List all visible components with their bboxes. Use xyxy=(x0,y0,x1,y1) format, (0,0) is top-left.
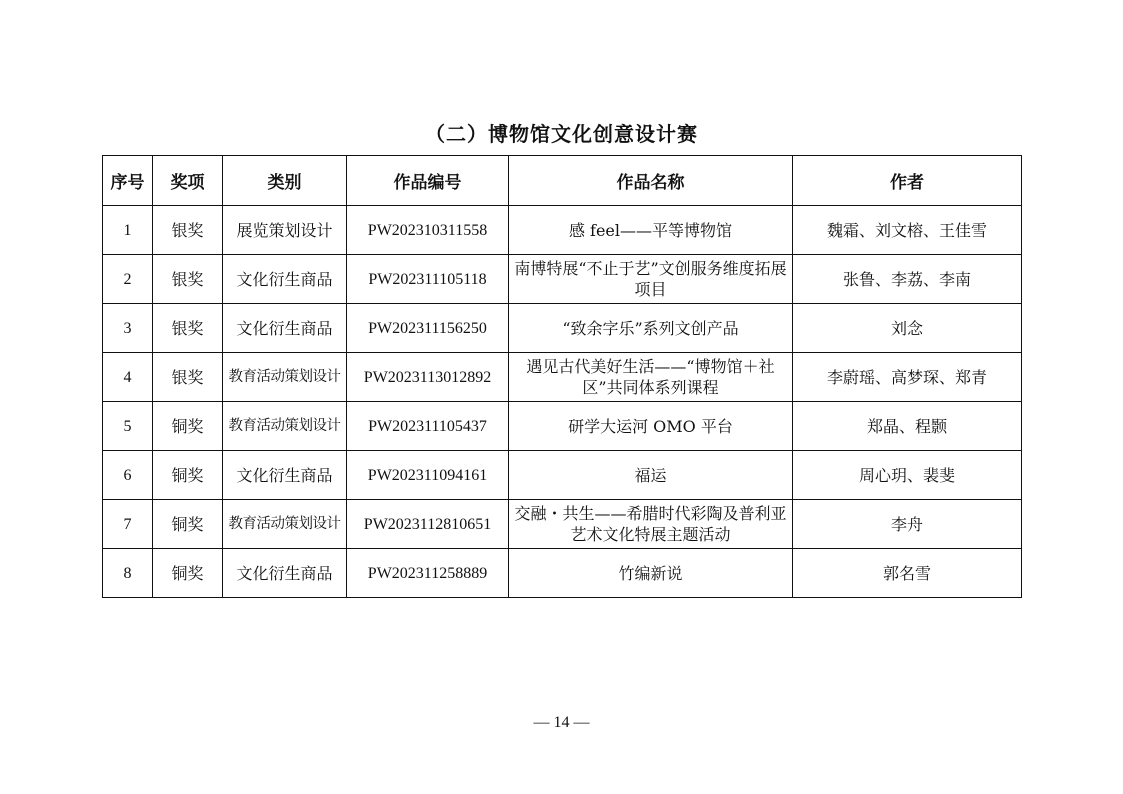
cell-index: 3 xyxy=(103,304,153,353)
cell-name: 感 feel——平等博物馆 xyxy=(509,206,793,255)
cell-category: 教育活动策划设计 xyxy=(223,402,347,451)
cell-award: 银奖 xyxy=(153,206,223,255)
cell-name: 竹编新说 xyxy=(509,549,793,598)
cell-name: “致余字乐”系列文创产品 xyxy=(509,304,793,353)
cell-code: PW202311094161 xyxy=(347,451,509,500)
cell-award: 铜奖 xyxy=(153,500,223,549)
table-row xyxy=(103,353,1022,402)
cell-award: 铜奖 xyxy=(153,549,223,598)
cell-author: 魏霜、刘文榕、王佳雪 xyxy=(793,206,1022,255)
cell-code: PW202311105437 xyxy=(347,402,509,451)
cell-index: 5 xyxy=(103,402,153,451)
cell-author: 郭名雪 xyxy=(793,549,1022,598)
cell-code: PW202310311558 xyxy=(347,206,509,255)
section-title: （二）博物馆文化创意设计赛 xyxy=(425,122,698,146)
awards-table xyxy=(102,155,1022,598)
cell-code: PW2023113012892 xyxy=(347,353,509,402)
page-number: — 14 — xyxy=(533,714,590,731)
cell-index: 7 xyxy=(103,500,153,549)
table-row xyxy=(103,451,1022,500)
header-name: 作品名称 xyxy=(509,156,793,206)
cell-category: 文化衍生商品 xyxy=(223,451,347,500)
cell-name: 遇见古代美好生活——“博物馆＋社区”共同体系列课程 xyxy=(509,353,793,402)
cell-award: 铜奖 xyxy=(153,451,223,500)
cell-author: 李蔚瑶、高梦琛、郑青 xyxy=(793,353,1022,402)
cell-category: 文化衍生商品 xyxy=(223,304,347,353)
cell-category: 教育活动策划设计 xyxy=(223,500,347,549)
cell-author: 郑晶、程颢 xyxy=(793,402,1022,451)
header-author: 作者 xyxy=(793,156,1022,206)
header-index: 序号 xyxy=(103,156,153,206)
cell-author: 刘念 xyxy=(793,304,1022,353)
cell-code: PW202311258889 xyxy=(347,549,509,598)
cell-code: PW202311156250 xyxy=(347,304,509,353)
table-row xyxy=(103,255,1022,304)
cell-code: PW2023112810651 xyxy=(347,500,509,549)
cell-index: 1 xyxy=(103,206,153,255)
table-row xyxy=(103,304,1022,353)
cell-index: 6 xyxy=(103,451,153,500)
cell-name: 研学大运河 OMO 平台 xyxy=(509,402,793,451)
table-row xyxy=(103,549,1022,598)
cell-category: 文化衍生商品 xyxy=(223,255,347,304)
cell-category: 教育活动策划设计 xyxy=(223,353,347,402)
cell-name: 交融・共生——希腊时代彩陶及普利亚艺术文化特展主题活动 xyxy=(509,500,793,549)
cell-award: 银奖 xyxy=(153,255,223,304)
cell-author: 张鲁、李荔、李南 xyxy=(793,255,1022,304)
cell-code: PW202311105118 xyxy=(347,255,509,304)
cell-award: 铜奖 xyxy=(153,402,223,451)
cell-author: 李舟 xyxy=(793,500,1022,549)
cell-category: 展览策划设计 xyxy=(223,206,347,255)
table-row xyxy=(103,402,1022,451)
cell-name: 福运 xyxy=(509,451,793,500)
cell-index: 4 xyxy=(103,353,153,402)
cell-author: 周心玥、裴斐 xyxy=(793,451,1022,500)
header-category: 类别 xyxy=(223,156,347,206)
cell-index: 2 xyxy=(103,255,153,304)
cell-award: 银奖 xyxy=(153,353,223,402)
header-award: 奖项 xyxy=(153,156,223,206)
header-row xyxy=(103,156,1022,206)
cell-award: 银奖 xyxy=(153,304,223,353)
cell-category: 文化衍生商品 xyxy=(223,549,347,598)
header-code: 作品编号 xyxy=(347,156,509,206)
cell-name: 南博特展“不止于艺”文创服务维度拓展项目 xyxy=(509,255,793,304)
table-row xyxy=(103,500,1022,549)
table-row xyxy=(103,206,1022,255)
cell-index: 8 xyxy=(103,549,153,598)
